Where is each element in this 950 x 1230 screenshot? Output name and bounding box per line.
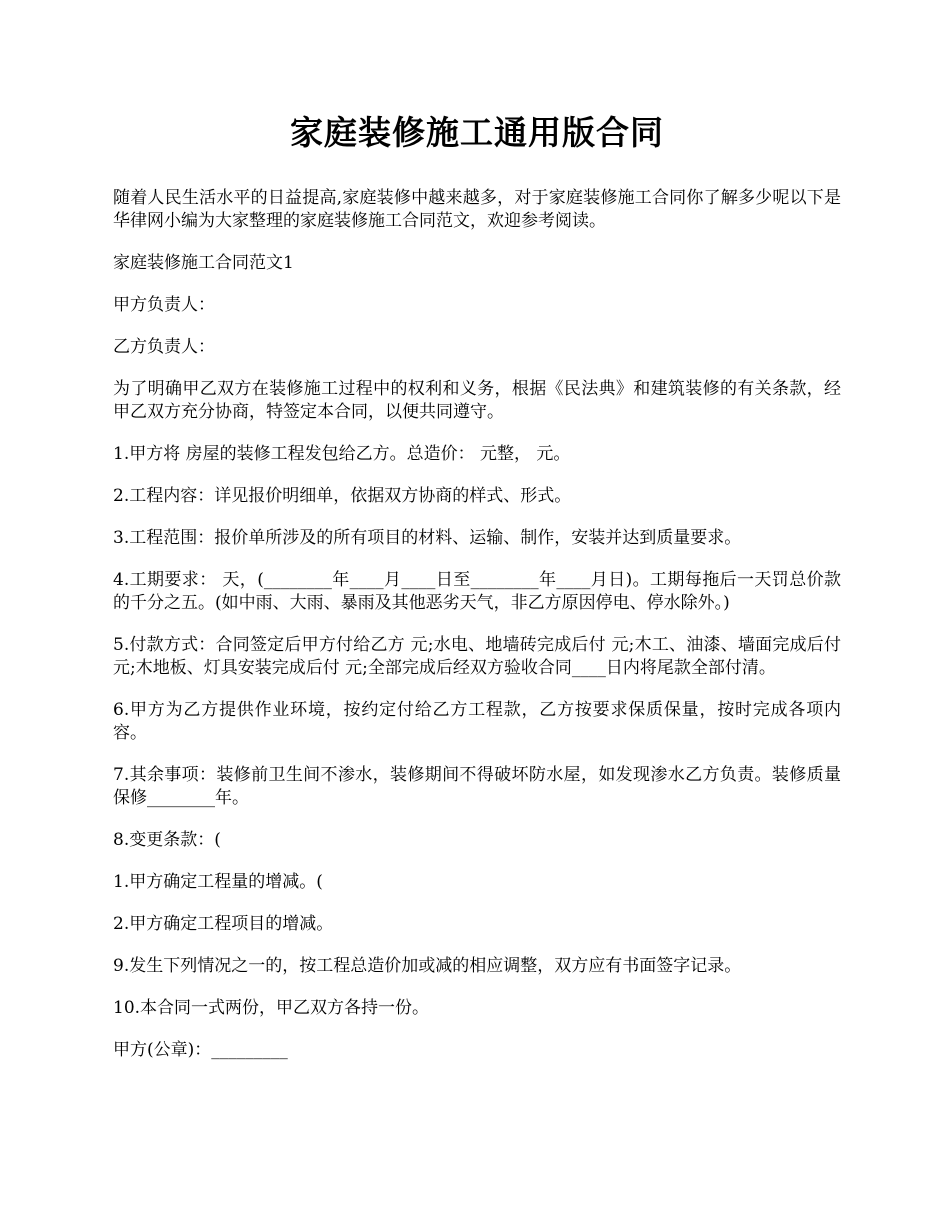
clause-8: 8.变更条款：( — [113, 829, 221, 850]
section-heading: 家庭装修施工合同范文1 — [113, 252, 294, 273]
clause-4: 4.工期要求： 天，(________年____月____日至________年____月日)。工期每拖后一天罚总价款的千分之五。(如中雨、大雨、暴雨及其他恶劣天气，非乙方原因停电、停水除外。) — [113, 569, 841, 613]
party-a-seal-line: 甲方(公章)：_________ — [113, 1039, 288, 1060]
clause-9: 9.发生下列情况之一的，按工程总造价加或减的相应调整，双方应有书面签字记录。 — [113, 955, 742, 976]
clause-7: 7.其余事项：装修前卫生间不渗水，装修期间不得破坏防水屋，如发现渗水乙方负责。装修质量保修________年。 — [113, 764, 841, 808]
clause-5: 5.付款方式：合同签定后甲方付给乙方 元;水电、地墙砖完成后付 元;木工、油漆、墙面完成后付 元;木地板、灯具安装完成后付 元;全部完成后经双方验收合同____日内将尾款全部付清。 — [113, 634, 847, 678]
clause-10: 10.本合同一式两份，甲乙双方各持一份。 — [113, 997, 430, 1018]
clause-2: 2.工程内容：详见报价明细单，依据双方协商的样式、形式。 — [113, 485, 572, 506]
intro-paragraph: 随着人民生活水平的日益提高,家庭装修中越来越多，对于家庭装修施工合同你了解多少呢以下是华律网小编为大家整理的家庭装修施工合同范文，欢迎参考阅读。 — [113, 187, 841, 231]
preamble-paragraph: 为了明确甲乙双方在装修施工过程中的权利和义务，根据《民法典》和建筑装修的有关条款，经甲乙双方充分协商，特签定本合同，以便共同遵守。 — [113, 378, 841, 422]
party-a-representative: 甲方负责人： — [113, 294, 215, 315]
clause-6: 6.甲方为乙方提供作业环境，按约定付给乙方工程款，乙方按要求保质保量，按时完成各项内容。 — [113, 699, 841, 743]
clause-3: 3.工程范围：报价单所涉及的所有项目的材料、运输、制作，安装并达到质量要求。 — [113, 527, 742, 548]
document-page — [113, 112, 847, 1081]
clause-1: 1.甲方将 房屋的装修工程发包给乙方。总造价： 元整， 元。 — [113, 443, 571, 464]
document-title: 家庭装修施工通用版合同 — [290, 113, 664, 152]
clause-8-item-1: 1.甲方确定工程量的增减。( — [113, 871, 323, 892]
clause-8-item-2: 2.甲方确定工程项目的增减。 — [113, 913, 334, 934]
party-b-representative: 乙方负责人： — [113, 336, 215, 357]
